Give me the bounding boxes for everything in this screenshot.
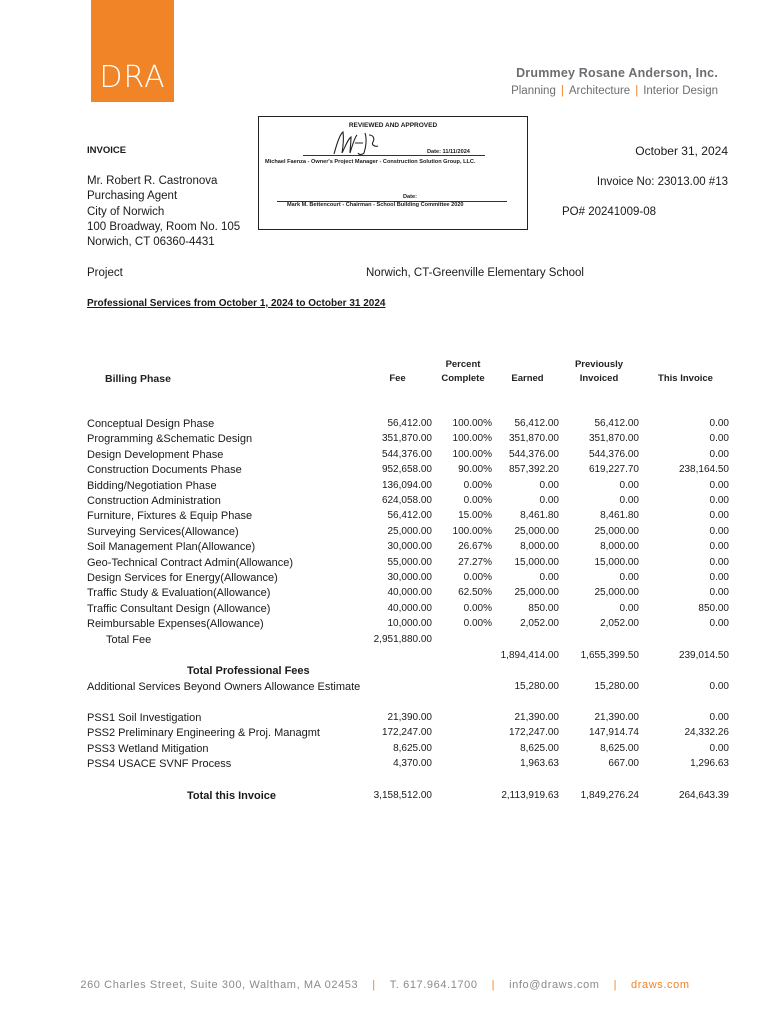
tagline-architecture: Architecture — [568, 85, 631, 97]
invoice-label: INVOICE — [87, 145, 127, 156]
total-fee-label: Total Fee — [106, 634, 152, 646]
row-fee: 40,000.00 — [387, 602, 432, 614]
row-fee: 30,000.00 — [387, 541, 432, 553]
row-percent: 27.27% — [458, 556, 492, 568]
row-fee: 55,000.00 — [387, 556, 432, 568]
project-label: Project — [87, 267, 123, 279]
row-this-invoice: 0.00 — [709, 495, 729, 506]
row-phase: Bidding/Negotiation Phase — [87, 479, 217, 492]
header-fee: Fee — [389, 373, 406, 384]
firm-tagline: Planning | Architecture | Interior Design — [511, 85, 718, 97]
total-professional-fees-label: Total Professional Fees — [187, 665, 310, 677]
row-fee: 30,000.00 — [387, 572, 432, 583]
recipient-name: Mr. Robert R. Castronova — [87, 175, 218, 187]
header-percent: Percent — [445, 359, 481, 370]
table-row — [0, 480, 770, 495]
total-invoice-label: Total this Invoice — [187, 790, 277, 802]
total-fee-row — [0, 634, 770, 649]
footer-website[interactable]: draws.com — [631, 979, 690, 991]
table-row — [0, 526, 770, 541]
row-percent: 0.00% — [463, 572, 492, 583]
row-earned: 8,461.80 — [520, 510, 559, 522]
tagline-interior-design: Interior Design — [643, 85, 718, 97]
row-fee: 624,058.00 — [381, 495, 432, 506]
pss-previous: 667.00 — [608, 758, 639, 770]
row-percent: 0.00% — [463, 495, 492, 506]
row-earned: 0.00 — [539, 572, 559, 583]
pss-label: PSS1 Soil Investigation — [87, 712, 202, 724]
row-previous: 56,412.00 — [594, 418, 639, 429]
pss-earned: 8,625.00 — [520, 742, 559, 754]
pss-fee: 172,247.00 — [381, 727, 432, 739]
row-earned: 2,052.00 — [520, 618, 559, 630]
pss-label: PSS3 Wetland Mitigation — [87, 742, 209, 755]
row-this-invoice: 0.00 — [709, 510, 729, 522]
footer-phone: T. 617.964.1700 — [389, 979, 478, 991]
header-invoiced: Invoiced — [579, 373, 619, 384]
header-previously-invoiced — [565, 358, 633, 386]
pss-label: PSS2 Preliminary Engineering & Proj. Managmt — [87, 727, 320, 740]
row-phase: Surveying Services(Allowance) — [87, 525, 239, 538]
row-this-invoice: 0.00 — [709, 448, 729, 460]
row-this-invoice: 0.00 — [709, 556, 729, 568]
row-percent: 26.67% — [458, 541, 492, 553]
row-phase: Traffic Consultant Design (Allowance) — [87, 602, 271, 615]
header-this-invoice: This Invoice — [658, 373, 713, 384]
table-row — [0, 510, 770, 525]
table-row — [0, 557, 770, 572]
recipient-title: Purchasing Agent — [87, 190, 178, 203]
row-previous: 0.00 — [619, 602, 639, 614]
row-percent: 0.00% — [463, 479, 492, 491]
recipient-address — [87, 174, 240, 250]
table-row — [0, 618, 770, 633]
row-phase: Conceptual Design Phase — [87, 418, 215, 430]
row-previous: 8,461.80 — [600, 510, 639, 522]
approval-stamp — [258, 116, 528, 230]
total-invoice-earned: 2,113,919.63 — [501, 790, 559, 801]
row-percent: 100.00% — [452, 418, 492, 429]
row-earned: 351,870.00 — [508, 433, 559, 445]
row-percent: 90.00% — [458, 464, 492, 476]
signature-image — [331, 129, 383, 157]
row-previous: 0.00 — [619, 479, 639, 491]
header-billing-phase: Billing Phase — [105, 373, 171, 385]
additional-this-invoice: 0.00 — [709, 681, 729, 692]
row-phase: Soil Management Plan(Allowance) — [87, 541, 256, 554]
stamp-signer-2: Mark M. Bettencourt - Chairman - School Building Committee 2020 — [287, 202, 464, 208]
row-phase: Design Development Phase — [87, 448, 224, 461]
row-fee: 351,870.00 — [381, 433, 432, 445]
firm-name: Drummey Rosane Anderson, Inc. — [516, 66, 718, 80]
row-earned: 0.00 — [539, 495, 559, 506]
table-row — [0, 727, 770, 742]
stamp-date-1: Date: 11/11/2024 — [427, 149, 470, 155]
row-this-invoice: 0.00 — [709, 418, 729, 429]
pss-earned: 1,963.63 — [520, 758, 559, 770]
header-complete: Complete — [441, 373, 485, 384]
row-percent: 100.00% — [452, 448, 492, 460]
row-fee: 952,658.00 — [381, 464, 432, 476]
pss-earned: 172,247.00 — [508, 727, 559, 739]
header-percent-complete — [433, 358, 493, 386]
row-fee: 544,376.00 — [381, 448, 432, 460]
total-invoice-previous: 1,849,276.24 — [580, 790, 639, 801]
footer-email[interactable]: info@draws.com — [509, 979, 600, 991]
row-earned: 56,412.00 — [514, 418, 559, 429]
row-this-invoice: 0.00 — [709, 618, 729, 630]
row-phase: Construction Administration — [87, 495, 221, 507]
table-row — [0, 603, 770, 618]
row-percent: 15.00% — [458, 510, 492, 522]
row-earned: 0.00 — [539, 479, 559, 491]
row-this-invoice: 0.00 — [709, 541, 729, 553]
additional-previous: 15,280.00 — [594, 681, 639, 692]
table-row — [0, 541, 770, 556]
row-earned: 25,000.00 — [514, 525, 559, 537]
row-fee: 10,000.00 — [387, 618, 432, 630]
row-previous: 351,870.00 — [588, 433, 639, 445]
project-value: Norwich, CT-Greenville Elementary School — [366, 267, 584, 279]
row-phase: Furniture, Fixtures & Equip Phase — [87, 510, 253, 523]
row-earned: 857,392.20 — [508, 464, 559, 476]
row-phase: Geo-Technical Contract Admin(Allowance) — [87, 556, 294, 569]
total-invoice-fee: 3,158,512.00 — [373, 790, 432, 801]
pss-previous: 147,914.74 — [588, 727, 639, 739]
row-phase: Reimbursable Expenses(Allowance) — [87, 618, 264, 631]
subtotal-earned: 1,894,414.00 — [500, 650, 559, 661]
row-previous: 8,000.00 — [600, 541, 639, 553]
row-fee: 56,412.00 — [387, 418, 432, 429]
header-earned: Earned — [511, 373, 544, 384]
row-phase: Traffic Study & Evaluation(Allowance) — [87, 587, 271, 600]
pss-label: PSS4 USACE SVNF Process — [87, 758, 232, 771]
row-earned: 850.00 — [528, 602, 559, 614]
row-phase: Design Services for Energy(Allowance) — [87, 572, 278, 584]
additional-services-label: Additional Services Beyond Owners Allowance Estimate — [87, 681, 361, 693]
table-row — [0, 712, 770, 727]
table-row — [0, 587, 770, 602]
recipient-street: 100 Broadway, Room No. 105 — [87, 220, 241, 233]
row-this-invoice: 0.00 — [709, 479, 729, 491]
total-fee-value: 2,951,880.00 — [373, 634, 432, 645]
footer-address: 260 Charles Street, Suite 300, Waltham, MA 02453 — [80, 979, 359, 991]
pss-this-invoice: 0.00 — [709, 712, 729, 723]
logo-text: DRA — [99, 60, 166, 95]
row-percent: 0.00% — [463, 618, 492, 630]
pss-fee: 4,370.00 — [393, 758, 432, 770]
row-percent: 0.00% — [463, 602, 492, 614]
tagline-planning: Planning — [511, 85, 556, 97]
stamp-date-2: Date: — [403, 194, 417, 200]
table-row — [0, 433, 770, 448]
pss-fee: 8,625.00 — [393, 742, 432, 754]
row-fee: 136,094.00 — [381, 479, 432, 491]
pss-this-invoice: 1,296.63 — [690, 758, 729, 770]
row-previous: 0.00 — [619, 572, 639, 583]
row-fee: 25,000.00 — [387, 525, 432, 537]
row-this-invoice: 238,164.50 — [678, 464, 729, 476]
pss-this-invoice: 24,332.26 — [684, 727, 729, 739]
services-heading: Professional Services from October 1, 2024 to October 31 2024 — [87, 298, 386, 309]
row-this-invoice: 0.00 — [709, 525, 729, 537]
row-previous: 2,052.00 — [600, 618, 639, 630]
row-phase: Construction Documents Phase — [87, 464, 242, 477]
table-row — [0, 743, 770, 758]
row-earned: 544,376.00 — [508, 448, 559, 460]
row-this-invoice: 0.00 — [709, 572, 729, 583]
invoice-number: Invoice No: 23013.00 #13 — [596, 176, 728, 188]
table-row — [0, 572, 770, 587]
additional-earned: 15,280.00 — [514, 681, 559, 692]
header-previously: Previously — [574, 359, 624, 370]
table-row — [0, 758, 770, 773]
recipient-org: City of Norwich — [87, 205, 165, 218]
pss-previous: 21,390.00 — [594, 712, 639, 723]
pss-previous: 8,625.00 — [600, 742, 639, 754]
row-earned: 25,000.00 — [514, 587, 559, 599]
row-earned: 15,000.00 — [514, 556, 559, 568]
subtotal-row — [0, 650, 770, 665]
dra-logo — [91, 0, 174, 102]
additional-services-row — [0, 681, 770, 696]
pss-fee: 21,390.00 — [387, 712, 432, 723]
pss-earned: 21,390.00 — [514, 712, 559, 723]
table-row — [0, 449, 770, 464]
total-invoice-row — [0, 790, 770, 805]
row-phase: Programming &Schematic Design — [87, 433, 253, 446]
footer: 260 Charles Street, Suite 300, Waltham, MA 02453 | T. 617.964.1700 | info@draws.com | draws.com — [80, 979, 690, 991]
total-invoice-this: 264,643.39 — [678, 790, 729, 801]
row-percent: 100.00% — [452, 433, 492, 445]
row-fee: 40,000.00 — [387, 587, 432, 599]
subtotal-this-invoice: 239,014.50 — [678, 650, 729, 661]
stamp-signer-1: Michael Faenza - Owner's Project Manager - Construction Solution Group, LLC. — [265, 159, 476, 165]
row-this-invoice: 850.00 — [698, 602, 729, 614]
table-row — [0, 495, 770, 510]
row-previous: 25,000.00 — [594, 525, 639, 537]
invoice-date: October 31, 2024 — [635, 144, 728, 158]
row-this-invoice: 0.00 — [709, 433, 729, 445]
row-this-invoice: 0.00 — [709, 587, 729, 599]
row-previous: 25,000.00 — [594, 587, 639, 599]
table-row — [0, 418, 770, 433]
row-previous: 544,376.00 — [588, 448, 639, 460]
row-previous: 619,227.70 — [588, 464, 639, 476]
recipient-city: Norwich, CT 06360-4431 — [87, 236, 215, 249]
row-fee: 56,412.00 — [387, 510, 432, 522]
row-percent: 62.50% — [458, 587, 492, 599]
row-earned: 8,000.00 — [520, 541, 559, 553]
row-previous: 0.00 — [619, 495, 639, 506]
po-number: PO# 20241009-08 — [562, 206, 656, 218]
stamp-title: REVIEWED AND APPROVED — [348, 122, 438, 129]
row-previous: 15,000.00 — [594, 556, 639, 568]
row-percent: 100.00% — [452, 525, 492, 537]
subtotal-previous: 1,655,399.50 — [580, 650, 639, 661]
table-row — [0, 464, 770, 479]
pss-this-invoice: 0.00 — [709, 742, 729, 754]
